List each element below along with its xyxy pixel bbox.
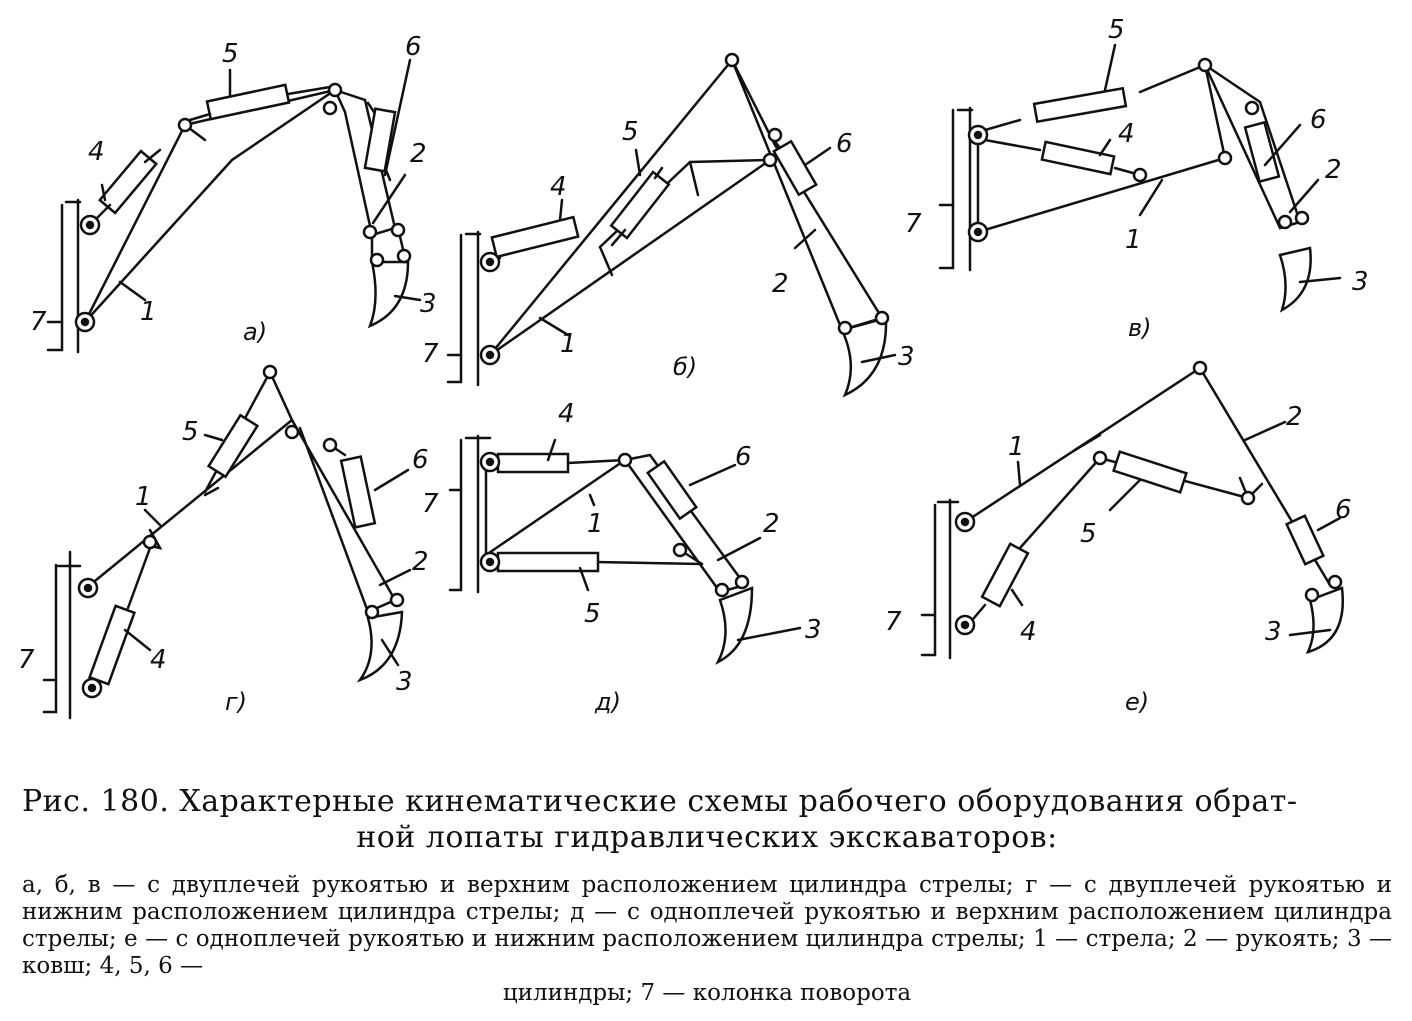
labels-e (885, 402, 1352, 716)
label-g-5: 5 (182, 417, 199, 447)
letter-a: а) (243, 318, 268, 346)
column-e (922, 500, 958, 658)
bucket-d (718, 588, 752, 662)
diagram-e (922, 362, 1343, 658)
column-v (940, 108, 972, 270)
label-v-6: 6 (1310, 105, 1327, 135)
cylinder-6-g (330, 445, 375, 527)
letter-v: в) (1128, 314, 1152, 342)
bucket-v (1280, 248, 1311, 310)
caption-desc-main: а, б, в — с двуплечей рукоятью и верхним расположением цилиндра стрелы; г — с двуплечей рукоятью и нижним расположением цилиндра стрелы; д — с одноплечей рукоятью и верхним расположением цилиндра стрелы; е — с одноплечей рукоятью и нижним расположением цилиндра стрелы; 1 — стрела; 2 — рукоять; 3 — ковш; 4, 5, 6 — (22, 872, 1392, 979)
label-v-4: 4 (1118, 119, 1135, 149)
column-g (44, 552, 80, 718)
label-b-6: 6 (836, 129, 853, 159)
label-b-1: 1 (560, 329, 577, 359)
label-b-5: 5 (622, 117, 639, 147)
diagram-v (940, 45, 1340, 310)
label-g-4: 4 (150, 645, 167, 675)
cylinder-4-v (985, 140, 1140, 175)
letter-b: б) (673, 353, 698, 381)
label-a-1: 1 (140, 297, 157, 327)
cylinder-5-v (985, 65, 1205, 130)
cylinder-6-d (648, 461, 697, 518)
label-v-7: 7 (905, 209, 922, 239)
cylinder-5-e (1114, 452, 1187, 493)
column-b (448, 232, 480, 385)
label-v-3: 3 (1352, 267, 1369, 297)
cylinder-5-b (611, 168, 669, 245)
letter-e: е) (1125, 688, 1150, 716)
column-a (48, 200, 80, 352)
label-g-1: 1 (135, 482, 152, 512)
label-b-4: 4 (550, 172, 567, 202)
boom-b (490, 160, 770, 355)
diagram-g (44, 366, 410, 718)
label-e-5: 5 (1080, 519, 1097, 549)
label-e-4: 4 (1020, 617, 1037, 647)
label-e-6: 6 (1335, 495, 1352, 525)
boom-e (965, 368, 1200, 522)
cylinder-5-a (190, 85, 330, 120)
cylinder-4-b (490, 217, 578, 262)
cylinder-6-b (770, 135, 816, 195)
label-e-3: 3 (1265, 617, 1282, 647)
caption-title-line1: Рис. 180. Характерные кинематические схемы рабочего оборудования обрат- (22, 784, 1298, 819)
stick-b (490, 60, 882, 355)
label-g-7: 7 (18, 645, 35, 675)
label-d-6: 6 (735, 442, 752, 472)
bucket-a (370, 228, 408, 326)
figure-caption-title (22, 784, 1392, 856)
label-a-2: 2 (410, 139, 427, 169)
caption-desc-last: цилиндры; 7 — колонка поворота (502, 980, 912, 1006)
letter-g: г) (225, 688, 247, 716)
cylinder-4-g (90, 548, 150, 684)
label-d-2: 2 (763, 509, 780, 539)
label-a-4: 4 (88, 137, 105, 167)
label-b-7: 7 (422, 339, 439, 369)
label-e-7: 7 (885, 607, 902, 637)
label-v-1: 1 (1125, 225, 1142, 255)
label-v-2: 2 (1325, 155, 1342, 185)
label-d-7: 7 (422, 489, 439, 519)
label-a-5: 5 (222, 39, 239, 69)
label-e-1: 1 (1008, 432, 1025, 462)
label-d-1: 1 (587, 509, 604, 539)
label-d-3: 3 (805, 615, 822, 645)
label-a-7: 7 (30, 307, 47, 337)
cylinder-4-d (498, 454, 625, 472)
diagram-b (448, 54, 895, 395)
boom-v (978, 65, 1225, 232)
boom-d (486, 460, 625, 555)
label-d-5: 5 (584, 599, 601, 629)
label-a-6: 6 (405, 32, 422, 62)
label-g-2: 2 (412, 547, 429, 577)
figure-caption-description (22, 872, 1392, 1007)
cylinder-6-e (1287, 516, 1324, 564)
label-g-3: 3 (396, 667, 413, 697)
label-e-2: 2 (1286, 402, 1303, 432)
label-b-2: 2 (772, 269, 789, 299)
diagram-a (48, 60, 420, 352)
letter-d: д) (595, 688, 621, 716)
cylinder-5-d (498, 553, 598, 571)
label-v-5: 5 (1108, 15, 1125, 45)
caption-title-line2: ной лопаты гидравлических экскаваторов: (356, 820, 1058, 855)
cylinder-6-v (1245, 122, 1279, 181)
label-a-3: 3 (420, 289, 437, 319)
leaders-e (922, 422, 1340, 635)
label-b-3: 3 (898, 342, 915, 372)
label-d-4: 4 (558, 399, 575, 429)
label-g-6: 6 (412, 445, 429, 475)
